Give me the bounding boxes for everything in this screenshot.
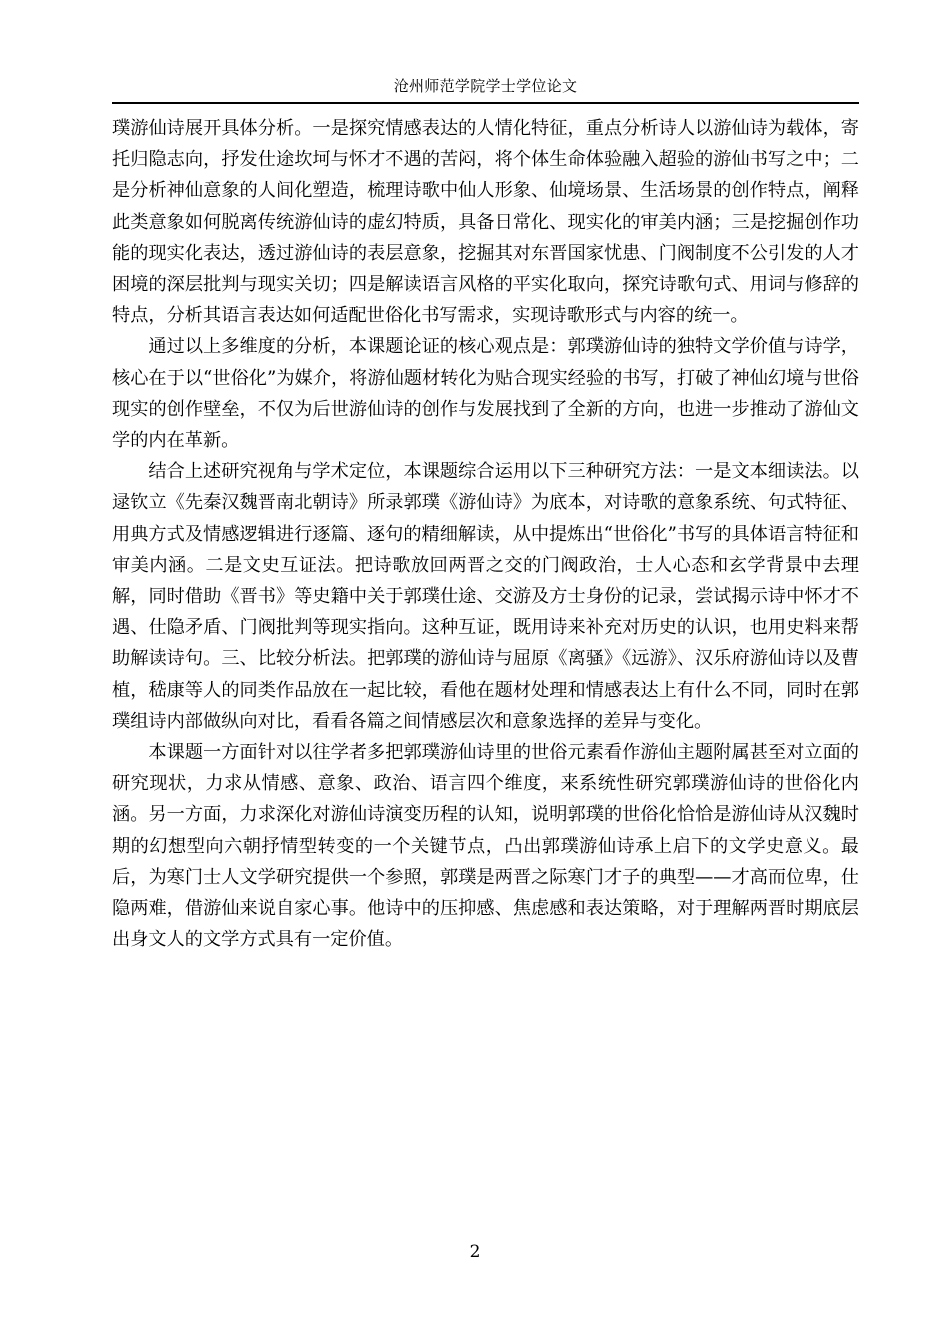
running-header	[112, 74, 859, 104]
paragraph-methods: 结合上述研究视角与学术定位，本课题综合运用以下三种研究方法：一是文本细读法。以逯钦立《先秦汉魏晋南北朝诗》所录郭璞《游仙诗》为底本，对诗歌的意象系统、句式特征、用典方式及情感逻辑进行逐篇、逐句的精细解读，从中提炼出“世俗化”书写的具体语言特征和审美内涵。二是文史互证法。把诗歌放回两晋之交的门阀政治，士人心态和玄学背景中去理解，同时借助《晋书》等史籍中关于郭璞仕途、交游及方士身份的记录，尝试揭示诗中怀才不遇、仕隐矛盾、门阀批判等现实指向。这种互证，既用诗来补充对历史的认识，也用史料来帮助解读诗句。三、比较分析法。把郭璞的游仙诗与屈原《离骚》《远游》、汉乐府游仙诗以及曹植，嵇康等人的同类作品放在一起比较，看他在题材处理和情感表达上有什么不同，同时在郭璞组诗内部做纵向对比，看看各篇之间情感层次和意象选择的差异与变化。	[112, 461, 859, 732]
body-text	[112, 113, 859, 955]
paragraph-significance: 本课题一方面针对以往学者多把郭璞游仙诗里的世俗元素看作游仙主题附属甚至对立面的研究现状，力求从情感、意象、政治、语言四个维度，来系统性研究郭璞游仙诗的世俗化内涵。另一方面，力求深化对游仙诗演变历程的认知，说明郭璞的世俗化恰恰是游仙诗从汉魏时期的幻想型向六朝抒情型转变的一个关键节点，凸出郭璞游仙诗承上启下的文学史意义。最后，为寒门士人文学研究提供一个参照，郭璞是两晋之际寒门才子的典型——才高而位卑，仕隐两难，借游仙来说自家心事。他诗中的压抑感、焦虑感和表达策略，对于理解两晋时期底层出身文人的文学方式具有一定价值。	[112, 742, 859, 951]
paragraph-continued: 璞游仙诗展开具体分析。一是探究情感表达的人情化特征，重点分析诗人以游仙诗为载体，寄托归隐志向，抒发仕途坎坷与怀才不遇的苦闷，将个体生命体验融入超验的游仙书写之中；二是分析神仙意象的人间化塑造，梳理诗歌中仙人形象、仙境场景、生活场景的创作特点，阐释此类意象如何脱离传统游仙诗的虚幻特质，具备日常化、现实化的审美内涵；三是挖掘创作功能的现实化表达，透过游仙诗的表层意象，挖掘其对东晋国家忧患、门阀制度不公引发的人才困境的深层批判与现实关切；四是解读语言风格的平实化取向，探究诗歌句式、用词与修辞的特点，分析其语言表达如何适配世俗化书写需求，实现诗歌形式与内容的统一。	[112, 118, 859, 327]
header-title: 沧州师范学院学士学位论文	[393, 77, 578, 95]
page-number: 2	[469, 1242, 481, 1262]
paragraph-core-argument: 通过以上多维度的分析，本课题论证的核心观点是：郭璞游仙诗的独特文学价值与诗学，核心在于以“世俗化”为媒介，将游仙题材转化为贴合现实经验的书写，打破了神仙幻境与世俗现实的创作壁垒，不仅为后世游仙诗的创作与发展找到了全新的方向，也进一步推动了游仙文学的内在革新。	[112, 336, 859, 452]
